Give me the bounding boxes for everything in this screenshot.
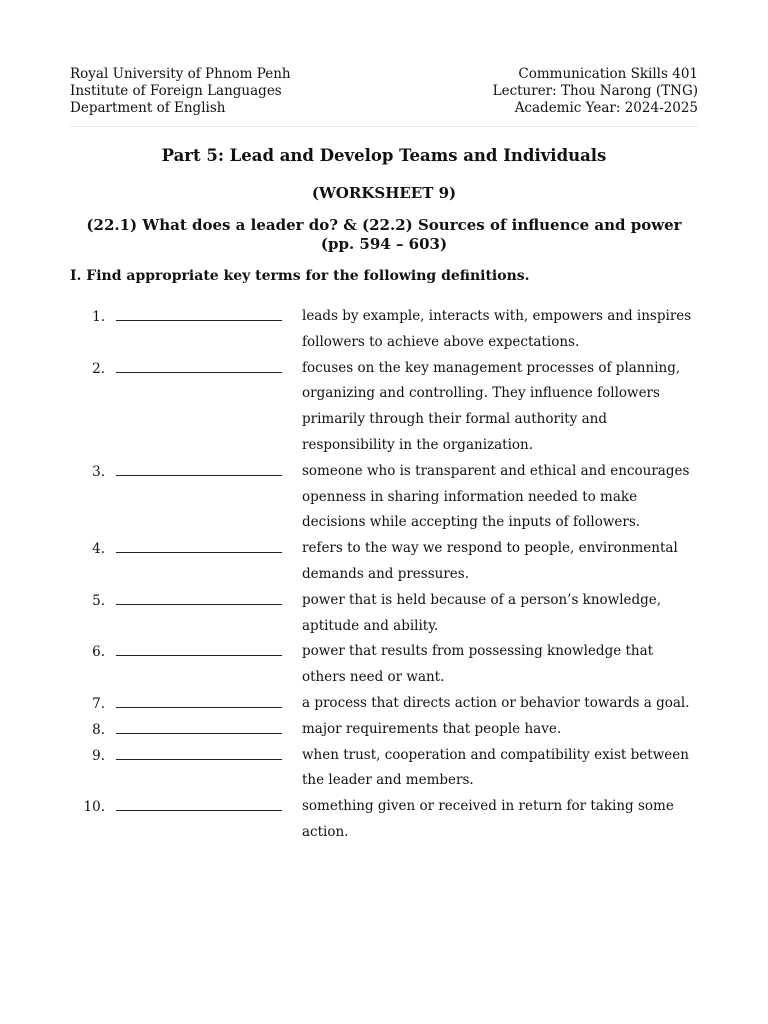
institution-block (70, 66, 291, 117)
department-name: Department of English (70, 100, 226, 116)
item-definition: leads by example, interacts with, empowers and inspires followers to achieve above expectations. (302, 308, 692, 350)
item-number: 8. (92, 721, 105, 738)
item-definition: power that results from possessing knowledge that others need or want. (302, 643, 654, 686)
page-title: Part 5: Lead and Develop Teams and Individuals (161, 146, 607, 165)
item-definition: someone who is transparent and ethical and encourages openness in sharing information needed to make decisions while accepting the inputs of followers. (302, 462, 690, 531)
item-definition: a process that directs action or behavior towards a goal. (302, 694, 690, 711)
list-item (0, 794, 768, 846)
item-number: 2. (92, 360, 105, 377)
list-item (0, 356, 768, 459)
answer-blank[interactable] (116, 372, 282, 373)
header-divider (70, 126, 698, 127)
item-definition: when trust, cooperation and compatibility exist between the leader and members. (302, 746, 689, 789)
course-block (493, 66, 698, 117)
item-definition: major requirements that people have. (302, 720, 562, 737)
item-definition: focuses on the key management processes of planning, organizing and controlling. They influence followers primarily through their formal authority and responsibility in the organization. (302, 359, 681, 453)
answer-blank[interactable] (116, 604, 282, 605)
list-item (0, 639, 768, 691)
item-definition: something given or received in return for taking some action. (302, 798, 674, 840)
lecturer-name: Lecturer: Thou Narong (TNG) (492, 83, 698, 99)
topic-heading (0, 216, 768, 254)
list-item (0, 717, 768, 743)
item-number: 4. (92, 541, 105, 558)
item-number: 7. (92, 695, 105, 712)
answer-blank[interactable] (116, 320, 282, 321)
list-item (0, 743, 768, 795)
answer-blank[interactable] (116, 733, 282, 734)
worksheet-label: (WORKSHEET 9) (311, 184, 457, 202)
university-name: Royal University of Phnom Penh (70, 66, 291, 82)
course-name: Communication Skills 401 (518, 66, 698, 82)
answer-blank[interactable] (116, 810, 282, 811)
instruction-heading: I. Find appropriate key terms for the following definitions. (70, 268, 530, 284)
answer-blank[interactable] (116, 759, 282, 760)
item-number: 10. (83, 799, 105, 816)
item-definition: refers to the way we respond to people, environmental demands and pressures. (302, 540, 678, 582)
answer-blank[interactable] (116, 655, 282, 656)
item-number: 1. (92, 309, 105, 325)
item-definition: power that is held because of a person’s knowledge, aptitude and ability. (302, 591, 662, 634)
item-number: 5. (92, 592, 105, 609)
item-number: 9. (92, 747, 105, 764)
definition-list (0, 304, 768, 846)
list-item (0, 588, 768, 640)
institute-name: Institute of Foreign Languages (70, 83, 282, 99)
list-item (0, 536, 768, 588)
list-item (0, 304, 768, 356)
academic-year: Academic Year: 2024-2025 (514, 100, 698, 116)
answer-blank[interactable] (116, 475, 282, 476)
topic-pages: (pp. 594 – 603) (320, 235, 448, 253)
answer-blank[interactable] (116, 707, 282, 708)
list-item (0, 459, 768, 536)
item-number: 6. (92, 644, 105, 661)
item-number: 3. (92, 463, 105, 480)
list-item (0, 691, 768, 717)
topic-line: (22.1) What does a leader do? & (22.2) Sources of influence and power (86, 216, 682, 234)
answer-blank[interactable] (116, 552, 282, 553)
